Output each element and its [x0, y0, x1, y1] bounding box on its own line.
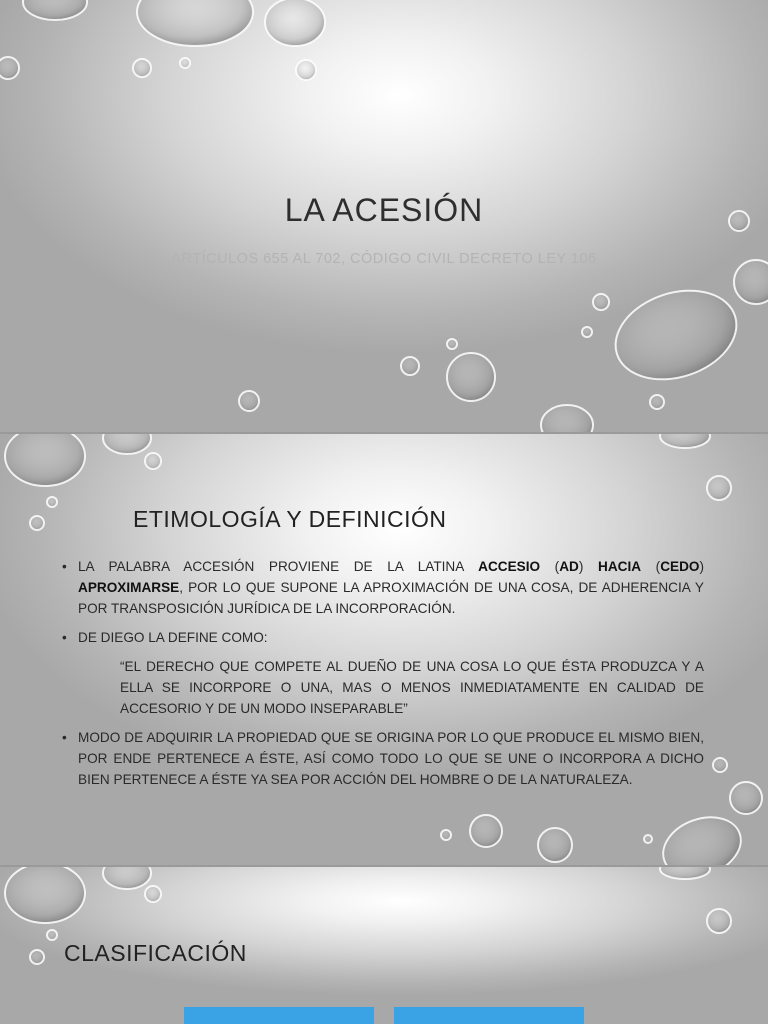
- etymology-content: [62, 556, 704, 798]
- slide-etymology: [0, 434, 768, 865]
- bullet-text: DE DIEGO LA DEFINE COMO:: [78, 630, 268, 645]
- bullet-text: ): [699, 559, 704, 574]
- bold-term: APROXIMARSE: [78, 580, 180, 595]
- slide-classification: [0, 867, 768, 1024]
- bullet-item: [62, 727, 704, 790]
- bold-term: CEDO: [660, 559, 700, 574]
- bullet-text: ): [578, 559, 598, 574]
- bullet-item: [62, 627, 704, 648]
- definition-quote: “EL DERECHO QUE COMPETE AL DUEÑO DE UNA COSA LO QUE ÉSTA PRODUZCA Y A ELLA SE INCORPORE O UNA, MAS O MENOS INMEDIATAMENTE EN CALIDAD DE ACCESORIO Y DE UN MODO INSEPARABLE”: [120, 659, 704, 716]
- etymology-heading: ETIMOLOGÍA Y DEFINICIÓN: [133, 506, 447, 532]
- bullet-text: , POR LO QUE SUPONE LA APROXIMACIÓN DE UNA COSA, DE ADHERENCIA Y POR TRANSPOSICIÓN JURÍDICA DE LA INCORPORACIÓN.: [78, 580, 704, 616]
- slide-subtitle: ARTÍCULOS 655 AL 702, CÓDIGO CIVIL DECRETO LEY 106: [171, 251, 597, 267]
- bullet-marker: •: [62, 559, 67, 574]
- classification-box: [184, 1007, 374, 1024]
- bullet-marker: •: [62, 630, 67, 645]
- slide-title: [0, 0, 768, 432]
- bullet-item: [62, 556, 704, 619]
- bold-term: HACIA: [598, 559, 642, 574]
- bullet-text: (: [540, 559, 560, 574]
- bullet-text: LA PALABRA ACCESIÓN PROVIENE DE LA LATINA: [78, 559, 479, 574]
- bold-term: ACCESIO: [478, 559, 541, 574]
- bold-term: AD: [559, 559, 579, 574]
- bullet-text: MODO DE ADQUIRIR LA PROPIEDAD QUE SE ORIGINA POR LO QUE PRODUCE EL MISMO BIEN, POR ENDE PERTENECE A ÉSTE, ASÍ COMO TODO LO QUE SE UNE O INCORPORA A DICHO BIEN PERTENECE A ÉSTE YA SEA POR ACCIÓN DEL HOMBRE O DE LA NATURALEZA.: [78, 730, 704, 787]
- bullet-text: (: [641, 559, 661, 574]
- bullet-marker: •: [62, 730, 67, 745]
- classification-heading: CLASIFICACIÓN: [64, 940, 247, 966]
- slide-title-heading: LA ACESIÓN: [284, 192, 484, 228]
- classification-box: [394, 1007, 584, 1024]
